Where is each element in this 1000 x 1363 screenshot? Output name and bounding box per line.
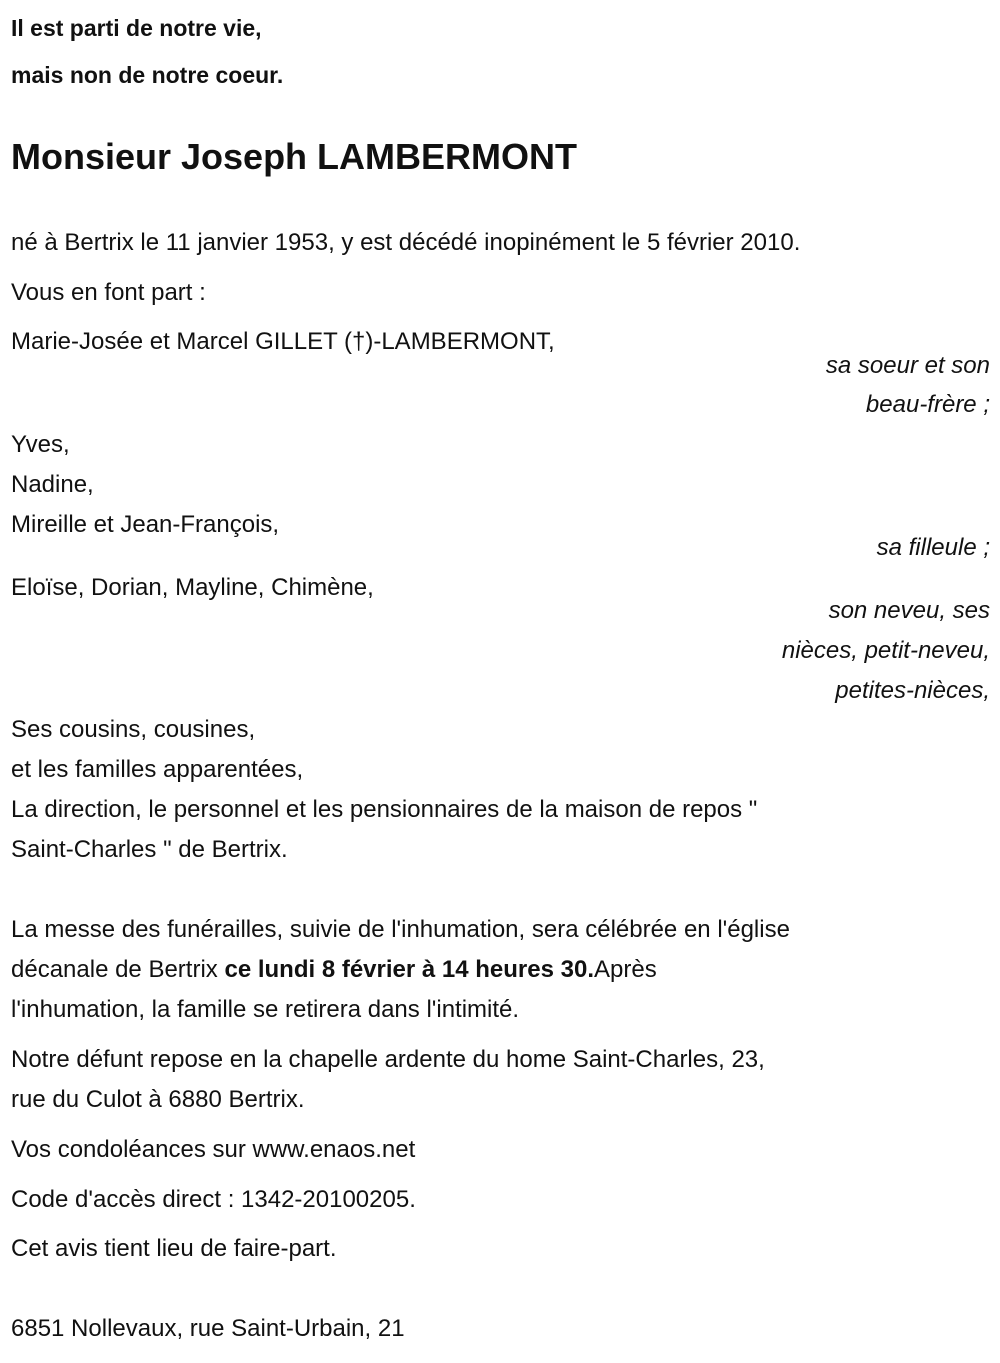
funeral-place: décanale de Bertrix <box>11 956 225 983</box>
family-others: La direction, le personnel et les pensionnaires de la maison de repos " <box>11 796 758 823</box>
relation-label: petites-nièces, <box>835 677 990 704</box>
family-others: Saint-Charles " de Bertrix. <box>11 836 288 863</box>
funeral-after: Après <box>594 956 657 983</box>
funeral-text: l'inhumation, la famille se retirera dans l'intimité. <box>11 996 520 1023</box>
relation-label: sa soeur et son <box>825 352 990 379</box>
family-godchild: Mireille et Jean-François, <box>11 511 280 538</box>
repose-text: Notre défunt repose en la chapelle ardente du home Saint-Charles, 23, <box>11 1046 765 1073</box>
family-others: Ses cousins, cousines, <box>11 716 256 743</box>
family-godchild: Yves, <box>11 431 70 458</box>
family-godchild: Nadine, <box>11 471 94 498</box>
intro-text: Vous en font part : <box>11 279 206 306</box>
epigraph-line: mais non de notre coeur. <box>11 62 284 88</box>
birth-death-text: né à Bertrix le 11 janvier 1953, y est décédé inopinément le 5 février 2010. <box>11 229 801 256</box>
family-nephews: Eloïse, Dorian, Mayline, Chimène, <box>11 574 374 601</box>
relation-label: sa filleule ; <box>876 534 990 561</box>
relation-label: beau-frère ; <box>865 391 990 418</box>
relation-label: nièces, petit-neveu, <box>781 637 990 664</box>
repose-text: rue du Culot à 6880 Bertrix. <box>11 1086 305 1113</box>
family-others: et les familles apparentées, <box>11 756 304 783</box>
notice-text: Cet avis tient lieu de faire-part. <box>11 1235 337 1262</box>
condolences-text: Vos condoléances sur www.enaos.net <box>11 1136 416 1163</box>
funeral-text <box>11 955 657 985</box>
access-code-text: Code d'accès direct : 1342-20100205. <box>11 1186 416 1213</box>
funeral-datetime: ce lundi 8 février à 14 heures 30. <box>224 956 594 983</box>
page-title: Monsieur Joseph LAMBERMONT <box>11 136 578 177</box>
epigraph-line: Il est parti de notre vie, <box>11 15 262 41</box>
family-sister: Marie-Josée et Marcel GILLET (†)-LAMBERMONT, <box>11 328 555 355</box>
relation-label: son neveu, ses <box>828 597 990 624</box>
address-text: 6851 Nollevaux, rue Saint-Urbain, 21 <box>11 1315 405 1342</box>
funeral-text: La messe des funérailles, suivie de l'inhumation, sera célébrée en l'église <box>11 916 790 943</box>
